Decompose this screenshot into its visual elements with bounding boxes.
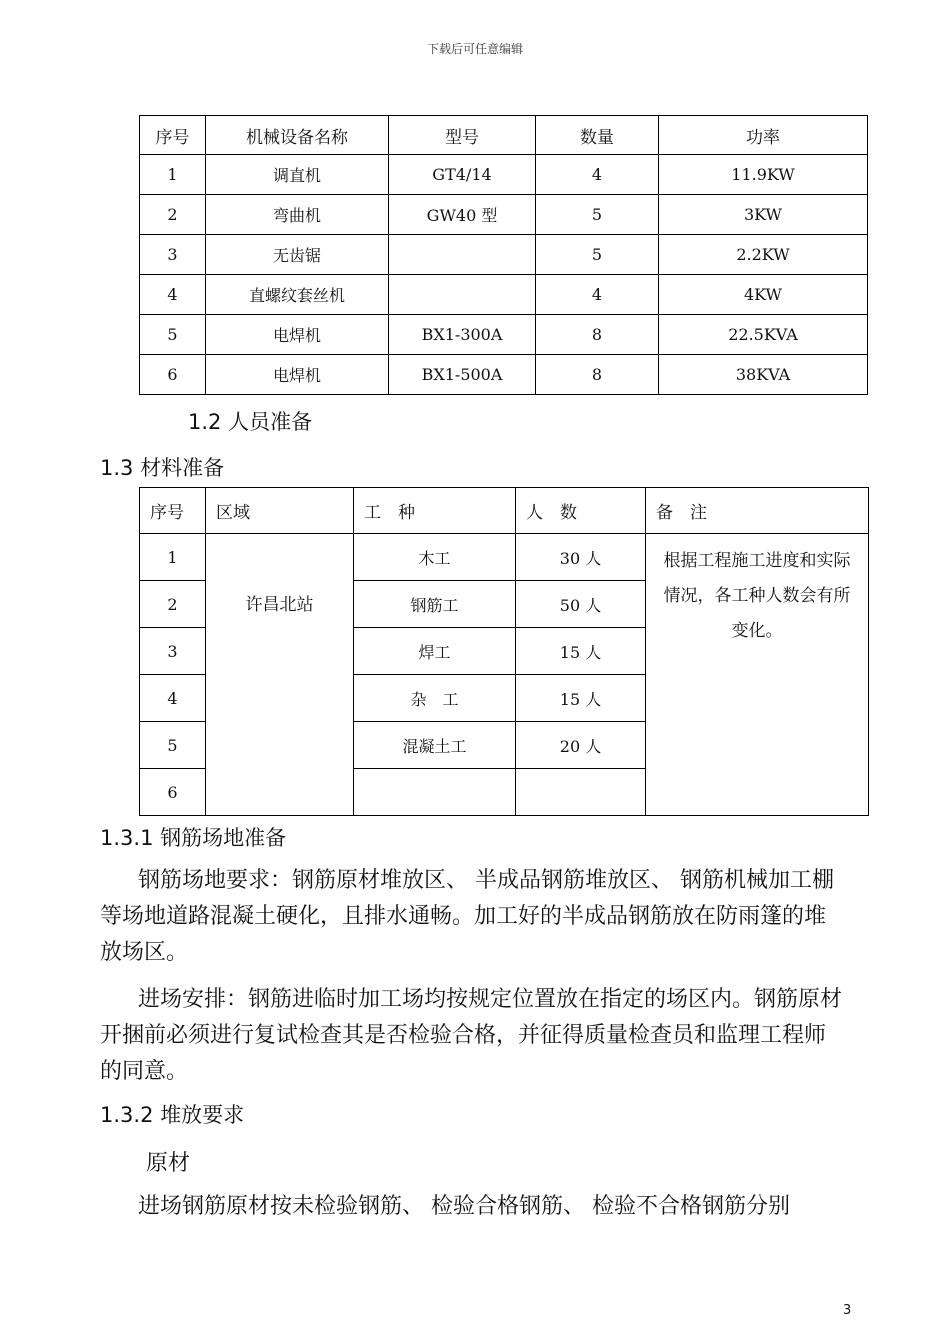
paragraph-raw-material: 进场钢筋原材按未检验钢筋、 检验合格钢筋、 检验不合格钢筋分别 bbox=[138, 1194, 790, 1219]
table-cell: 弯曲机 bbox=[206, 195, 389, 235]
header-cell: 数量 bbox=[536, 116, 659, 155]
header-cell: 区域 bbox=[206, 488, 354, 534]
paragraph-site-requirements: 钢筋场地要求：钢筋原材堆放区、 半成品钢筋堆放区、 钢筋机械加工棚等场地道路混凝土硬化，且排水通畅。加工好的半成品钢筋放在防雨篷的堆放场区。 bbox=[100, 868, 834, 965]
table-cell: 11.9KW bbox=[659, 155, 868, 195]
header-cell: 序号 bbox=[140, 488, 206, 534]
table-cell: 4 bbox=[140, 275, 206, 315]
table-cell: 电焊机 bbox=[206, 315, 389, 355]
table-cell: 4KW bbox=[659, 275, 868, 315]
table-cell: 5 bbox=[536, 235, 659, 275]
equipment-table bbox=[139, 115, 868, 395]
header-cell: 功率 bbox=[659, 116, 868, 155]
table-cell: 2.2KW bbox=[659, 235, 868, 275]
heading-personnel: 1.2 人员准备 bbox=[188, 410, 313, 434]
table-cell: 20 人 bbox=[516, 722, 646, 769]
table-cell: 5 bbox=[140, 315, 206, 355]
table-row bbox=[140, 235, 868, 275]
remark-cell: 根据工程施工进度和实际情况，各工种人数会有所变化。 bbox=[646, 534, 869, 816]
table-cell: 调直机 bbox=[206, 155, 389, 195]
table-cell: GT4/14 bbox=[389, 155, 536, 195]
staff-table bbox=[139, 487, 869, 816]
heading-rebar-site: 1.3.1 钢筋场地准备 bbox=[100, 826, 287, 850]
region-cell: 许昌北站 bbox=[206, 534, 354, 816]
table-cell: 钢筋工 bbox=[354, 581, 516, 628]
table-cell: 22.5KVA bbox=[659, 315, 868, 355]
table-header-row bbox=[140, 116, 868, 155]
table-cell: 4 bbox=[536, 275, 659, 315]
table-cell: BX1-500A bbox=[389, 355, 536, 395]
table-cell: 杂 工 bbox=[354, 675, 516, 722]
table-header-row bbox=[140, 488, 869, 534]
subheading-raw-material: 原材 bbox=[146, 1151, 191, 1176]
table-cell: 4 bbox=[536, 155, 659, 195]
table-cell: 30 人 bbox=[516, 534, 646, 581]
table-cell: 5 bbox=[140, 722, 206, 769]
table-cell: BX1-300A bbox=[389, 315, 536, 355]
table-cell bbox=[389, 235, 536, 275]
table-cell: GW40 型 bbox=[389, 195, 536, 235]
table-cell: 5 bbox=[536, 195, 659, 235]
table-cell bbox=[516, 769, 646, 816]
table-cell: 3KW bbox=[659, 195, 868, 235]
table-cell: 2 bbox=[140, 581, 206, 628]
table-cell: 50 人 bbox=[516, 581, 646, 628]
header-cell: 备 注 bbox=[646, 488, 869, 534]
table-cell: 2 bbox=[140, 195, 206, 235]
header-cell: 机械设备名称 bbox=[206, 116, 389, 155]
paragraph-entry-arrangement: 进场安排：钢筋进临时加工场均按规定位置放在指定的场区内。钢筋原材开捆前必须进行复试检查其是否检验合格，并征得质量检查员和监理工程师的同意。 bbox=[100, 987, 843, 1084]
table-cell bbox=[389, 275, 536, 315]
table-row bbox=[140, 275, 868, 315]
table-row bbox=[140, 155, 868, 195]
page-number: 3 bbox=[843, 1303, 852, 1318]
header-cell: 序号 bbox=[140, 116, 206, 155]
table-cell: 3 bbox=[140, 235, 206, 275]
table-row bbox=[140, 315, 868, 355]
table-cell: 8 bbox=[536, 315, 659, 355]
header-cell: 工 种 bbox=[354, 488, 516, 534]
table-cell: 直螺纹套丝机 bbox=[206, 275, 389, 315]
table-cell: 15 人 bbox=[516, 675, 646, 722]
table-cell: 混凝土工 bbox=[354, 722, 516, 769]
table-cell bbox=[354, 769, 516, 816]
header-cell: 人 数 bbox=[516, 488, 646, 534]
table-cell: 8 bbox=[536, 355, 659, 395]
table-row bbox=[140, 355, 868, 395]
table-cell: 焊工 bbox=[354, 628, 516, 675]
table-cell: 电焊机 bbox=[206, 355, 389, 395]
table-cell: 木工 bbox=[354, 534, 516, 581]
table-cell: 1 bbox=[140, 155, 206, 195]
header-cell: 型号 bbox=[389, 116, 536, 155]
table-cell: 6 bbox=[140, 769, 206, 816]
table-cell: 4 bbox=[140, 675, 206, 722]
header-note: 下载后可任意编辑 bbox=[426, 42, 523, 56]
table-cell: 3 bbox=[140, 628, 206, 675]
table-cell: 38KVA bbox=[659, 355, 868, 395]
table-cell: 15 人 bbox=[516, 628, 646, 675]
table-row bbox=[140, 534, 869, 581]
table-cell: 无齿锯 bbox=[206, 235, 389, 275]
table-cell: 6 bbox=[140, 355, 206, 395]
heading-stacking-requirements: 1.3.2 堆放要求 bbox=[100, 1103, 245, 1127]
heading-materials: 1.3 材料准备 bbox=[100, 456, 225, 480]
table-cell: 1 bbox=[140, 534, 206, 581]
table-row bbox=[140, 195, 868, 235]
